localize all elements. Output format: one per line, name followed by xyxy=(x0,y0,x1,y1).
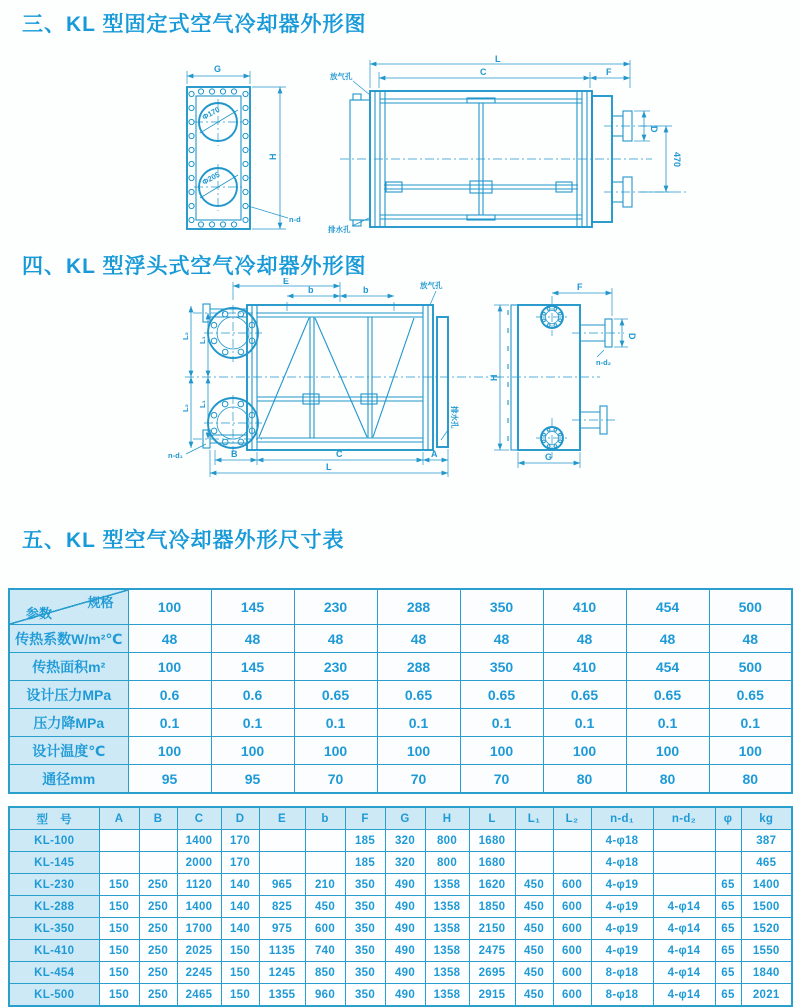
spec-value-cell: 100 xyxy=(460,737,543,765)
dim-label-l: L xyxy=(495,54,501,64)
dim-value-cell: 465 xyxy=(741,852,792,874)
fixed-side-view xyxy=(327,54,688,234)
dim-value-cell: 490 xyxy=(385,940,425,962)
dim-value-cell: 800 xyxy=(425,830,469,852)
dim-value-cell: 350 xyxy=(345,874,385,896)
spec-value-cell: 288 xyxy=(377,653,460,681)
spec-value-cell: 100 xyxy=(377,737,460,765)
dim-value-cell: 4-φ14 xyxy=(653,918,715,940)
dim-model-cell: KL-500 xyxy=(9,984,99,1007)
dim-value-cell: 1135 xyxy=(259,940,305,962)
drain-label: 排水孔 xyxy=(328,225,351,234)
floating-front-view xyxy=(168,278,500,477)
dim-value-cell: 2465 xyxy=(177,984,221,1007)
dim-value-cell xyxy=(553,852,591,874)
dim-label-b1: b xyxy=(308,285,314,295)
dimension-table xyxy=(8,806,793,1007)
dim-value-cell: 1550 xyxy=(741,940,792,962)
dim-label-f2: F xyxy=(577,282,583,292)
dim-value-cell: 170 xyxy=(221,852,259,874)
dim-value-cell: 8-φ18 xyxy=(591,984,653,1007)
spec-value-cell: 80 xyxy=(543,765,626,794)
spec-row-label: 传热面积m² xyxy=(9,653,128,681)
dim-value-cell: 1620 xyxy=(469,874,515,896)
spec-value-cell: 48 xyxy=(294,625,377,653)
spec-corner-bottom-label: 参数 xyxy=(26,606,53,621)
dim-value-cell xyxy=(259,830,305,852)
dim-label-nd1: n-d₁ xyxy=(168,451,183,460)
dim-value-cell: 250 xyxy=(139,962,177,984)
spec-value-cell: 0.1 xyxy=(543,709,626,737)
dim-value-cell: 1400 xyxy=(177,830,221,852)
spec-row-label: 设计温度℃ xyxy=(9,737,128,765)
dim-table-row xyxy=(9,918,792,940)
dim-value-cell: 320 xyxy=(385,852,425,874)
spec-row-label: 通径mm xyxy=(9,765,128,794)
spec-value-cell: 100 xyxy=(294,737,377,765)
dim-value-cell: 450 xyxy=(515,984,553,1007)
dim-value-cell: 4-φ14 xyxy=(653,940,715,962)
dim-col-header: n-d₂ xyxy=(653,807,715,830)
dim-value-cell: 1680 xyxy=(469,852,515,874)
spec-row-label: 压力降MPa xyxy=(9,709,128,737)
spec-value-cell: 100 xyxy=(211,737,294,765)
spec-value-cell: 0.65 xyxy=(543,681,626,709)
spec-table-body xyxy=(9,589,792,793)
spec-col-header: 145 xyxy=(211,589,294,625)
dim-col-header: n-d₁ xyxy=(591,807,653,830)
dim-table-row xyxy=(9,896,792,918)
dim-value-cell: 65 xyxy=(715,940,741,962)
dim-value-cell: 150 xyxy=(99,874,139,896)
spec-row-label: 传热系数W/m²℃ xyxy=(9,625,128,653)
spec-corner-top-label: 规格 xyxy=(87,595,114,610)
dim-value-cell xyxy=(99,852,139,874)
dim-value-cell: 150 xyxy=(221,940,259,962)
spec-value-cell: 0.65 xyxy=(709,681,792,709)
dim-label-h2: H xyxy=(489,374,499,381)
spec-value-cell: 0.1 xyxy=(211,709,294,737)
spec-value-cell: 350 xyxy=(460,653,543,681)
spec-value-cell: 0.1 xyxy=(294,709,377,737)
section4-title: 四、KL 型浮头式空气冷却器外形图 xyxy=(22,255,367,278)
dim-value-cell: 4-φ19 xyxy=(591,874,653,896)
spec-value-cell: 48 xyxy=(211,625,294,653)
spec-col-header: 230 xyxy=(294,589,377,625)
dim-value-cell: 150 xyxy=(221,962,259,984)
dim-value-cell: 450 xyxy=(515,940,553,962)
dim-value-cell: 2475 xyxy=(469,940,515,962)
dim-value-cell xyxy=(305,830,345,852)
dim-label-d2: D xyxy=(627,333,637,340)
spec-value-cell: 48 xyxy=(377,625,460,653)
dim-value-cell: 600 xyxy=(553,874,591,896)
dim-value-cell: 1520 xyxy=(741,918,792,940)
dim-value-cell: 250 xyxy=(139,918,177,940)
spec-value-cell: 48 xyxy=(543,625,626,653)
dim-value-cell: 1358 xyxy=(425,874,469,896)
spec-value-cell: 230 xyxy=(294,653,377,681)
dim-model-cell: KL-230 xyxy=(9,874,99,896)
dim-value-cell: 2150 xyxy=(469,918,515,940)
dim-value-cell: 975 xyxy=(259,918,305,940)
dim-model-cell: KL-410 xyxy=(9,940,99,962)
dim-value-cell xyxy=(259,852,305,874)
dim-value-cell: 1358 xyxy=(425,918,469,940)
dim-value-cell xyxy=(139,830,177,852)
dim-value-cell: 2025 xyxy=(177,940,221,962)
dim-value-cell: 1355 xyxy=(259,984,305,1007)
dim-col-header: G xyxy=(385,807,425,830)
dim-value-cell xyxy=(553,830,591,852)
spec-value-cell: 0.1 xyxy=(460,709,543,737)
dim-value-cell: 150 xyxy=(99,984,139,1007)
dim-col-header: b xyxy=(305,807,345,830)
dim-table-row xyxy=(9,874,792,896)
dim-col-header: C xyxy=(177,807,221,830)
dim-value-cell: 600 xyxy=(553,896,591,918)
spec-value-cell: 0.1 xyxy=(377,709,460,737)
dim-col-header: L xyxy=(469,807,515,830)
dim-label-bb: B xyxy=(231,449,238,459)
spec-col-header: 500 xyxy=(709,589,792,625)
dim-value-cell xyxy=(515,830,553,852)
dim-value-cell: 1400 xyxy=(741,874,792,896)
spec-value-cell: 100 xyxy=(543,737,626,765)
dim-value-cell: 250 xyxy=(139,896,177,918)
spec-value-cell: 48 xyxy=(460,625,543,653)
dim-value-cell: 2915 xyxy=(469,984,515,1007)
dim-value-cell: 1358 xyxy=(425,896,469,918)
dim-value-cell: 1358 xyxy=(425,962,469,984)
dim-label-f: F xyxy=(606,67,612,77)
dim-value-cell: 965 xyxy=(259,874,305,896)
dim-label-470: 470 xyxy=(672,152,682,168)
dim-col-header: φ xyxy=(715,807,741,830)
spec-value-cell: 0.6 xyxy=(128,681,211,709)
spec-corner-cell xyxy=(9,589,128,625)
dim-value-cell: 150 xyxy=(99,962,139,984)
dim-value-cell: 350 xyxy=(345,896,385,918)
dim-value-cell: 450 xyxy=(515,896,553,918)
dim-value-cell: 600 xyxy=(553,984,591,1007)
dim-value-cell: 65 xyxy=(715,918,741,940)
spec-value-cell: 0.65 xyxy=(460,681,543,709)
dim-label-c2: C xyxy=(336,449,343,459)
dim-value-cell xyxy=(715,830,741,852)
dim-value-cell: 140 xyxy=(221,874,259,896)
spec-value-cell: 0.1 xyxy=(626,709,709,737)
dim-value-cell: 4-φ19 xyxy=(591,918,653,940)
dim-value-cell: 8-φ18 xyxy=(591,962,653,984)
dim-value-cell: 450 xyxy=(515,918,553,940)
dim-model-cell: KL-100 xyxy=(9,830,99,852)
dim-value-cell: 1850 xyxy=(469,896,515,918)
dim-value-cell: 1700 xyxy=(177,918,221,940)
dim-col-header: L₂ xyxy=(553,807,591,830)
dim-label-l2b: L₂ xyxy=(181,404,190,412)
dim-value-cell: 150 xyxy=(99,940,139,962)
dim-label-l1b: L₁ xyxy=(198,400,207,408)
dim-value-cell: 150 xyxy=(99,918,139,940)
dim-table-row xyxy=(9,830,792,852)
dim-model-cell: KL-454 xyxy=(9,962,99,984)
dim-value-cell xyxy=(305,852,345,874)
spec-value-cell: 100 xyxy=(128,653,211,681)
dim-value-cell: 600 xyxy=(305,918,345,940)
spec-value-cell: 0.65 xyxy=(294,681,377,709)
dim-label-g2: G xyxy=(545,452,553,462)
dim-label-l1a: L₁ xyxy=(198,336,207,344)
section5-title: 五、KL 型空气冷却器外形尺寸表 xyxy=(22,529,345,552)
spec-value-cell: 70 xyxy=(377,765,460,794)
dim-value-cell: 1358 xyxy=(425,984,469,1007)
vent-label-2: 放气孔 xyxy=(420,281,443,290)
spec-value-cell: 0.1 xyxy=(709,709,792,737)
dim-value-cell: 320 xyxy=(385,830,425,852)
dim-col-header: 型 号 xyxy=(9,807,99,830)
vent-label: 放气孔 xyxy=(330,72,353,81)
dim-value-cell: 850 xyxy=(305,962,345,984)
spec-value-cell: 95 xyxy=(128,765,211,794)
dim-label-phi170: Φ170 xyxy=(200,104,222,122)
dim-col-header: A xyxy=(99,807,139,830)
floating-type-diagram xyxy=(0,278,800,492)
dim-label-a: A xyxy=(431,449,438,459)
dim-value-cell: 350 xyxy=(345,918,385,940)
dim-model-cell: KL-145 xyxy=(9,852,99,874)
section3-title: 三、KL 型固定式空气冷却器外形图 xyxy=(22,13,367,36)
dim-table-row xyxy=(9,940,792,962)
spec-value-cell: 95 xyxy=(211,765,294,794)
dim-label-e: E xyxy=(283,278,290,286)
spec-value-cell: 80 xyxy=(626,765,709,794)
spec-value-cell: 70 xyxy=(294,765,377,794)
dim-value-cell: 250 xyxy=(139,984,177,1007)
dim-col-header: E xyxy=(259,807,305,830)
spec-value-cell: 500 xyxy=(709,653,792,681)
dim-value-cell: 350 xyxy=(345,984,385,1007)
dim-label-h: H xyxy=(268,153,278,160)
spec-value-cell: 454 xyxy=(626,653,709,681)
dim-value-cell: 490 xyxy=(385,984,425,1007)
spec-col-header: 288 xyxy=(377,589,460,625)
dim-value-cell: 250 xyxy=(139,874,177,896)
dim-value-cell: 450 xyxy=(515,874,553,896)
dim-label-d: D xyxy=(649,126,659,133)
spec-value-cell: 80 xyxy=(709,765,792,794)
spec-value-cell: 48 xyxy=(709,625,792,653)
dim-value-cell: 185 xyxy=(345,852,385,874)
spec-value-cell: 410 xyxy=(543,653,626,681)
dim-value-cell xyxy=(99,830,139,852)
dim-value-cell: 600 xyxy=(553,940,591,962)
dim-value-cell: 140 xyxy=(221,896,259,918)
dimension-table-body xyxy=(9,807,792,1006)
dim-table-row xyxy=(9,852,792,874)
spec-value-cell: 48 xyxy=(128,625,211,653)
dim-label-nd2: n-d₂ xyxy=(596,358,611,367)
dim-value-cell: 150 xyxy=(99,896,139,918)
dim-value-cell: 490 xyxy=(385,918,425,940)
dim-value-cell xyxy=(653,874,715,896)
dim-value-cell: 170 xyxy=(221,830,259,852)
spec-value-cell: 100 xyxy=(709,737,792,765)
spec-value-cell: 0.65 xyxy=(626,681,709,709)
spec-value-cell: 0.1 xyxy=(128,709,211,737)
spec-value-cell: 0.6 xyxy=(211,681,294,709)
dim-label-l-2: L xyxy=(326,462,332,472)
dim-value-cell: 450 xyxy=(305,896,345,918)
dim-col-header: kg xyxy=(741,807,792,830)
dim-value-cell: 140 xyxy=(221,918,259,940)
dim-value-cell: 490 xyxy=(385,962,425,984)
dim-value-cell: 600 xyxy=(553,918,591,940)
dim-value-cell: 1358 xyxy=(425,940,469,962)
dim-value-cell: 4-φ18 xyxy=(591,852,653,874)
spec-col-header: 350 xyxy=(460,589,543,625)
spec-row-label: 设计压力MPa xyxy=(9,681,128,709)
dim-value-cell: 960 xyxy=(305,984,345,1007)
spec-col-header: 100 xyxy=(128,589,211,625)
fixed-type-diagram xyxy=(0,54,800,250)
dim-label-nd: n-d xyxy=(289,215,301,224)
dim-table-row xyxy=(9,984,792,1007)
dim-value-cell: 65 xyxy=(715,962,741,984)
dim-label-l2a: L₂ xyxy=(181,332,190,340)
dim-value-cell: 250 xyxy=(139,940,177,962)
spec-col-header: 410 xyxy=(543,589,626,625)
dim-value-cell: 600 xyxy=(553,962,591,984)
spec-value-cell: 100 xyxy=(626,737,709,765)
dim-value-cell: 825 xyxy=(259,896,305,918)
dim-value-cell: 2695 xyxy=(469,962,515,984)
dim-value-cell: 1680 xyxy=(469,830,515,852)
dim-table-row xyxy=(9,962,792,984)
dim-label-phi205: Φ205 xyxy=(200,169,222,187)
dim-value-cell xyxy=(715,852,741,874)
dim-value-cell: 185 xyxy=(345,830,385,852)
dim-col-header: B xyxy=(139,807,177,830)
dim-model-cell: KL-350 xyxy=(9,918,99,940)
dim-col-header: H xyxy=(425,807,469,830)
dim-value-cell: 350 xyxy=(345,962,385,984)
dim-value-cell: 4-φ19 xyxy=(591,940,653,962)
dim-value-cell: 387 xyxy=(741,830,792,852)
dim-value-cell xyxy=(653,852,715,874)
floating-side-view xyxy=(489,282,637,468)
dim-value-cell: 2000 xyxy=(177,852,221,874)
dim-value-cell: 1245 xyxy=(259,962,305,984)
dim-col-header: D xyxy=(221,807,259,830)
dim-value-cell: 4-φ19 xyxy=(591,896,653,918)
dim-value-cell: 350 xyxy=(345,940,385,962)
dim-value-cell: 490 xyxy=(385,874,425,896)
dim-value-cell: 1400 xyxy=(177,896,221,918)
dim-value-cell: 1120 xyxy=(177,874,221,896)
dim-value-cell: 2245 xyxy=(177,962,221,984)
dim-label-b2: b xyxy=(363,285,369,295)
dim-value-cell: 740 xyxy=(305,940,345,962)
spec-col-header: 454 xyxy=(626,589,709,625)
spec-value-cell: 145 xyxy=(211,653,294,681)
dim-model-cell: KL-288 xyxy=(9,896,99,918)
dim-value-cell: 450 xyxy=(515,962,553,984)
fixed-end-view xyxy=(187,64,301,229)
spec-table xyxy=(8,588,793,794)
spec-value-cell: 100 xyxy=(128,737,211,765)
dim-value-cell xyxy=(653,830,715,852)
dim-value-cell: 210 xyxy=(305,874,345,896)
dim-value-cell: 4-φ14 xyxy=(653,962,715,984)
dim-value-cell: 800 xyxy=(425,852,469,874)
dim-col-header: L₁ xyxy=(515,807,553,830)
dim-value-cell: 1500 xyxy=(741,896,792,918)
dim-value-cell xyxy=(515,852,553,874)
dim-value-cell: 2021 xyxy=(741,984,792,1007)
dim-value-cell: 4-φ14 xyxy=(653,896,715,918)
drain-label-2: 排水孔 xyxy=(450,406,459,429)
dim-value-cell: 490 xyxy=(385,896,425,918)
dim-label-g: G xyxy=(214,64,222,74)
dim-value-cell: 65 xyxy=(715,896,741,918)
dim-value-cell: 1840 xyxy=(741,962,792,984)
dim-value-cell: 4-φ18 xyxy=(591,830,653,852)
spec-value-cell: 48 xyxy=(626,625,709,653)
spec-value-cell: 0.65 xyxy=(377,681,460,709)
dim-value-cell xyxy=(139,852,177,874)
dim-value-cell: 65 xyxy=(715,874,741,896)
dim-value-cell: 4-φ14 xyxy=(653,984,715,1007)
spec-value-cell: 70 xyxy=(460,765,543,794)
dim-label-c: C xyxy=(480,67,487,77)
dim-value-cell: 65 xyxy=(715,984,741,1007)
dim-value-cell: 150 xyxy=(221,984,259,1007)
dim-col-header: F xyxy=(345,807,385,830)
